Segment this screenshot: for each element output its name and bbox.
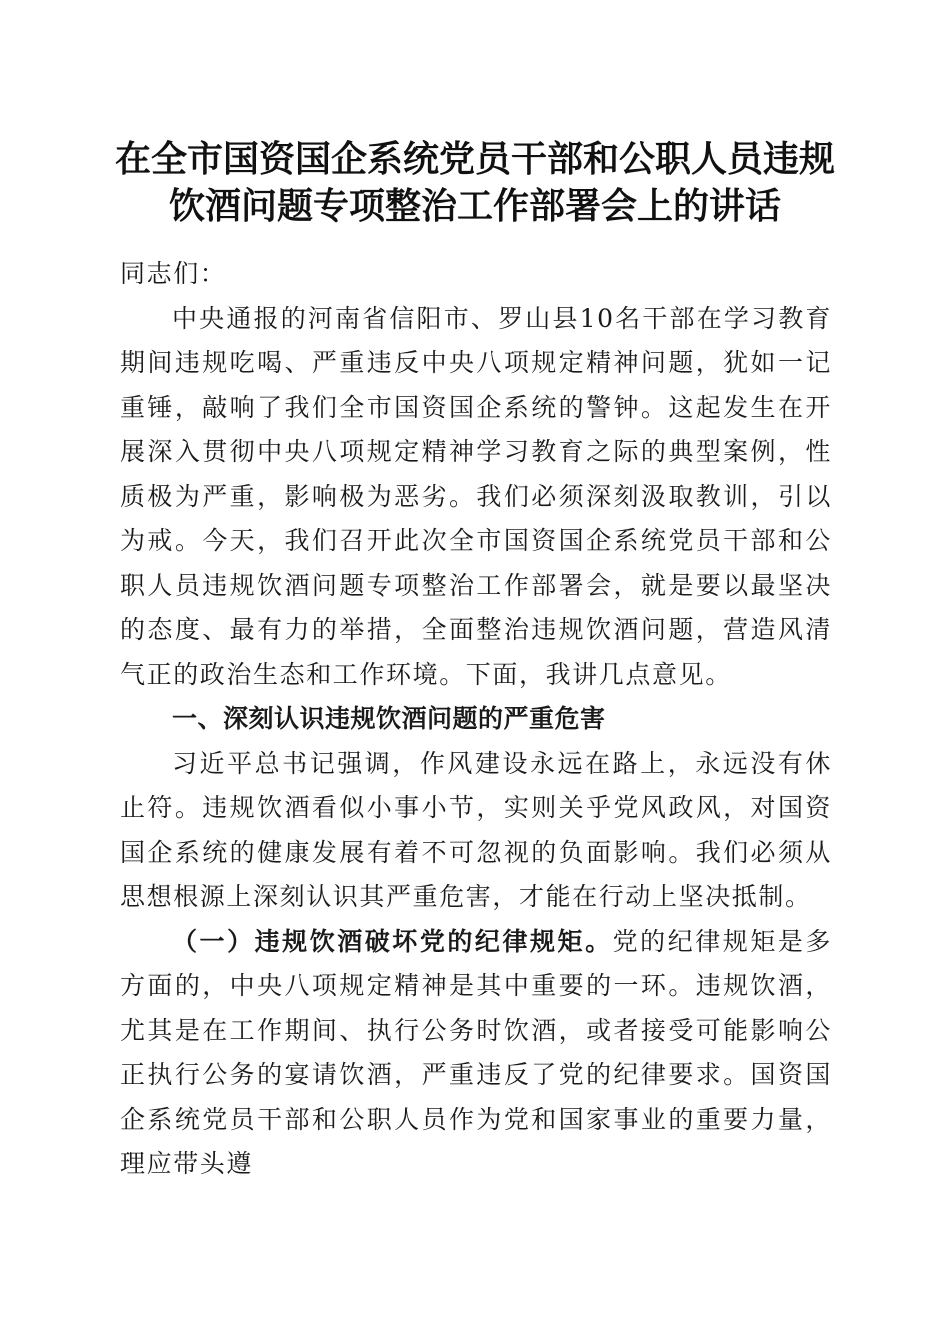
title-line-2: 饮酒问题专项整治工作部署会上的讲话 bbox=[168, 185, 781, 227]
document-body bbox=[120, 252, 832, 1187]
subsection-1-lead: （一）违规饮酒破坏党的纪律规矩。 bbox=[172, 926, 613, 956]
paragraph-intro: 中央通报的河南省信阳市、罗山县10名干部在学习教育期间违规吃喝、严重违反中央八项规定精神问题，犹如一记重锤，敲响了我们全市国资国企系统的警钟。这起发生在开展深入贯彻中央八项规定精神学习教育之际的典型案例，性质极为严重，影响极为恶劣。我们必须深刻汲取教训，引以为戒。今天，我们召开此次全市国资国企系统党员干部和公职人员违规饮酒问题专项整治工作部署会，就是要以最坚决的态度、最有力的举措，全面整治违规饮酒问题，营造风清气正的政治生态和工作环境。下面，我讲几点意见。 bbox=[120, 303, 832, 689]
salutation: 同志们： bbox=[120, 259, 227, 288]
document-title bbox=[100, 136, 850, 230]
title-line-1: 在全市国资国企系统党员干部和公职人员违规 bbox=[114, 138, 835, 180]
paragraph-subsection-1 bbox=[120, 920, 832, 1187]
section-heading-1: 一、深刻认识违规饮酒问题的严重危害 bbox=[172, 704, 606, 733]
paragraph-section-1: 习近平总书记强调，作风建设永远在路上，永远没有休止符。违规饮酒看似小事小节，实则关乎党风政风，对国资国企系统的健康发展有着不可忽视的负面影响。我们必须从思想根源上深刻认识其严重危害，才能在行动上坚决抵制。 bbox=[120, 748, 832, 911]
subsection-1-text: 党的纪律规矩是多方面的，中央八项规定精神是其中重要的一环。违规饮酒，尤其是在工作期间、执行公务时饮酒，或者接受可能影响公正执行公务的宴请饮酒，严重违反了党的纪律要求。国资国企系统党员干部和公职人员作为党和国家事业的重要力量，理应带头遵 bbox=[120, 926, 832, 1178]
